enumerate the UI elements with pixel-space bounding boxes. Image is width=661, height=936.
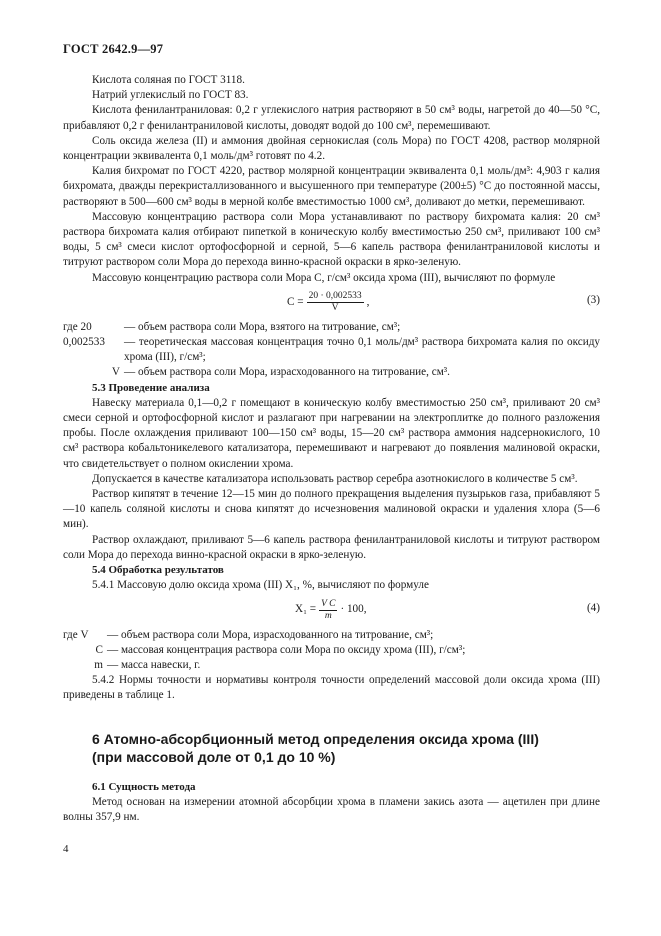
formula-lhs: X₁ = [295,603,317,616]
reagent-paragraph: Кислота фенилантраниловая: 0,2 г углекислого натрия растворяют в 50 см³ воды, нагретой до 40—50 °С, прибавляют 0,2 г фенилантраниловой кислоты, доводят водой до 100 см³, перемешивают. [63,104,600,132]
formula-tail: , [366,295,370,308]
section-6-title-line: 6 Атомно-абсорбционный метод определения оксида хрома (III) [92,730,539,747]
formula-lhs: C = [287,295,304,308]
formula-fraction [319,599,337,622]
definition-text: — объем раствора соли Мора, израсходованного на титрование, см³; [107,628,434,641]
section-6-1-title: 6.1 Сущность метода [92,780,196,793]
formula-4-definitions [63,628,600,674]
reagent-paragraph: Массовую концентрацию раствора соли Мора устанавливают по раствору бихромата калия: 20 см³ раствора бихромата калия отбирают пипеткой в коническую колбу вместимостью 250 см³, приливают 100 см³ воды, 5 см³ смеси кислот ортофосфорной и серной, 5—6 капель раствора фенилантраниловой кислоты и титруют раствором соли Мора до перехода винно-красной окраски в ярко-зеленую. [63,210,600,269]
definition-symbol: где V [63,628,89,641]
formula-fraction [307,291,364,314]
page-number: 4 [63,843,69,855]
section-5-3-title: 5.3 Проведение анализа [92,381,210,394]
definition-symbol: m [94,658,103,671]
definition-text: — массовая концентрация раствора соли Мора по оксиду хрома (III), г/см³; [107,643,466,656]
section-paragraph: 5.4.1 Массовую долю оксида хрома (III) X₁, %, вычисляют по формуле [92,579,429,592]
definition-symbol: 0,002533 [63,336,105,349]
formula-numerator: 20 · 0,002533 [308,290,362,301]
section-paragraph: Метод основан на измерении атомной абсорбции хрома в пламени закись азота — ацетилен при длине волны 357,9 нм. [63,795,600,823]
section-paragraph: 5.4.2 Нормы точности и нормативы контроля точности определений массовой доли оксида хрома (III) приведены в таблице 1. [63,674,600,702]
section-paragraph: Раствор охлаждают, приливают 5—6 капель раствора фенилантраниловой кислоты и титруют раствором соли Мора до перехода винно-красной окраски в ярко-зеленую. [63,533,600,561]
section-5-4-title: 5.4 Обработка результатов [92,564,224,577]
reagent-paragraph: Кислота соляная по ГОСТ 3118. [92,74,245,86]
formula-number: (3) [586,293,600,306]
definition-symbol: V [111,366,120,379]
formula-4 [63,594,600,628]
document-body [63,73,600,825]
reagent-paragraph: Соль оксида железа (II) и аммония двойная сернокислая (соль Мора) по ГОСТ 4208, раствор молярной концентрации эквивалента 0,1 моль/дм³ готовят по 4.2. [63,134,600,163]
formula-denominator: V [331,302,339,313]
section-6-title [63,730,600,766]
formula-number: (4) [586,601,600,614]
formula-3 [63,286,600,320]
reagent-paragraph: Калия бихромат по ГОСТ 4220, раствор молярной концентрации эквивалента 0,1 моль/дм³: 4,903 г калия бихромата, дважды перекристаллизованного и высушенного при температуре (200±5) °С до постоянной массы, растворяют в 500—600 см³ воды в мерной колбе вместимостью 1000 см³, доливают до метки, перемешивают. [63,165,600,208]
formula-3-definitions [63,320,600,381]
definition-text: — объем раствора соли Мора, израсходованного на титрование, см³. [124,366,450,379]
section-paragraph: Навеску материала 0,1—0,2 г помещают в коническую колбу вместимостью 250 см³, приливают 20 см³ смеси серной и ортофосфорной кислот и разлагают при нагревании на электроплитке до полного разложения пробы. После охлаждения приливают 100—150 см³ воды, 15—20 см³ раствора аммония надсернокислого, 10 см³ раствора кобальтоникелевого катализатора, перемешивают и нагревают до появления малиновой окраски, что свидетельствует о полном окислении хрома. [63,396,600,470]
section-paragraph: Допускается в качестве катализатора использовать раствор серебра азотнокислого в количестве 5 см³. [92,472,578,485]
definition-text: — теоретическая массовая концентрация точно 0,1 моль/дм³ раствора бихромата калия по оксиду хрома (III), г/см³; [124,336,600,364]
formula-denominator: m [324,610,332,621]
document-header: ГОСТ 2642.9—97 [63,42,164,56]
definition-symbol: где 20 [63,320,92,333]
formula-numerator: V C [321,598,336,609]
section-6-title-line: (при массовой доле от 0,1 до 10 %) [92,748,336,765]
formula-tail: · 100, [340,603,367,616]
definition-symbol: C [95,643,103,656]
section-paragraph: Раствор кипятят в течение 12—15 мин до полного прекращения выделения пузырьков газа, прибавляют 5—10 капель соляной кислоты и снова кипятят до исчезновения малиновой окраски и удаления хлора (5—6 мин). [63,488,600,531]
reagent-paragraph: Натрий углекислый по ГОСТ 83. [92,89,249,102]
definition-text: — объем раствора соли Мора, взятого на титрование, см³; [124,320,401,333]
reagent-paragraph: Массовую концентрацию раствора соли Мора С, г/см³ оксида хрома (III), вычисляют по формуле [92,271,556,284]
definition-text: — масса навески, г. [107,658,201,671]
